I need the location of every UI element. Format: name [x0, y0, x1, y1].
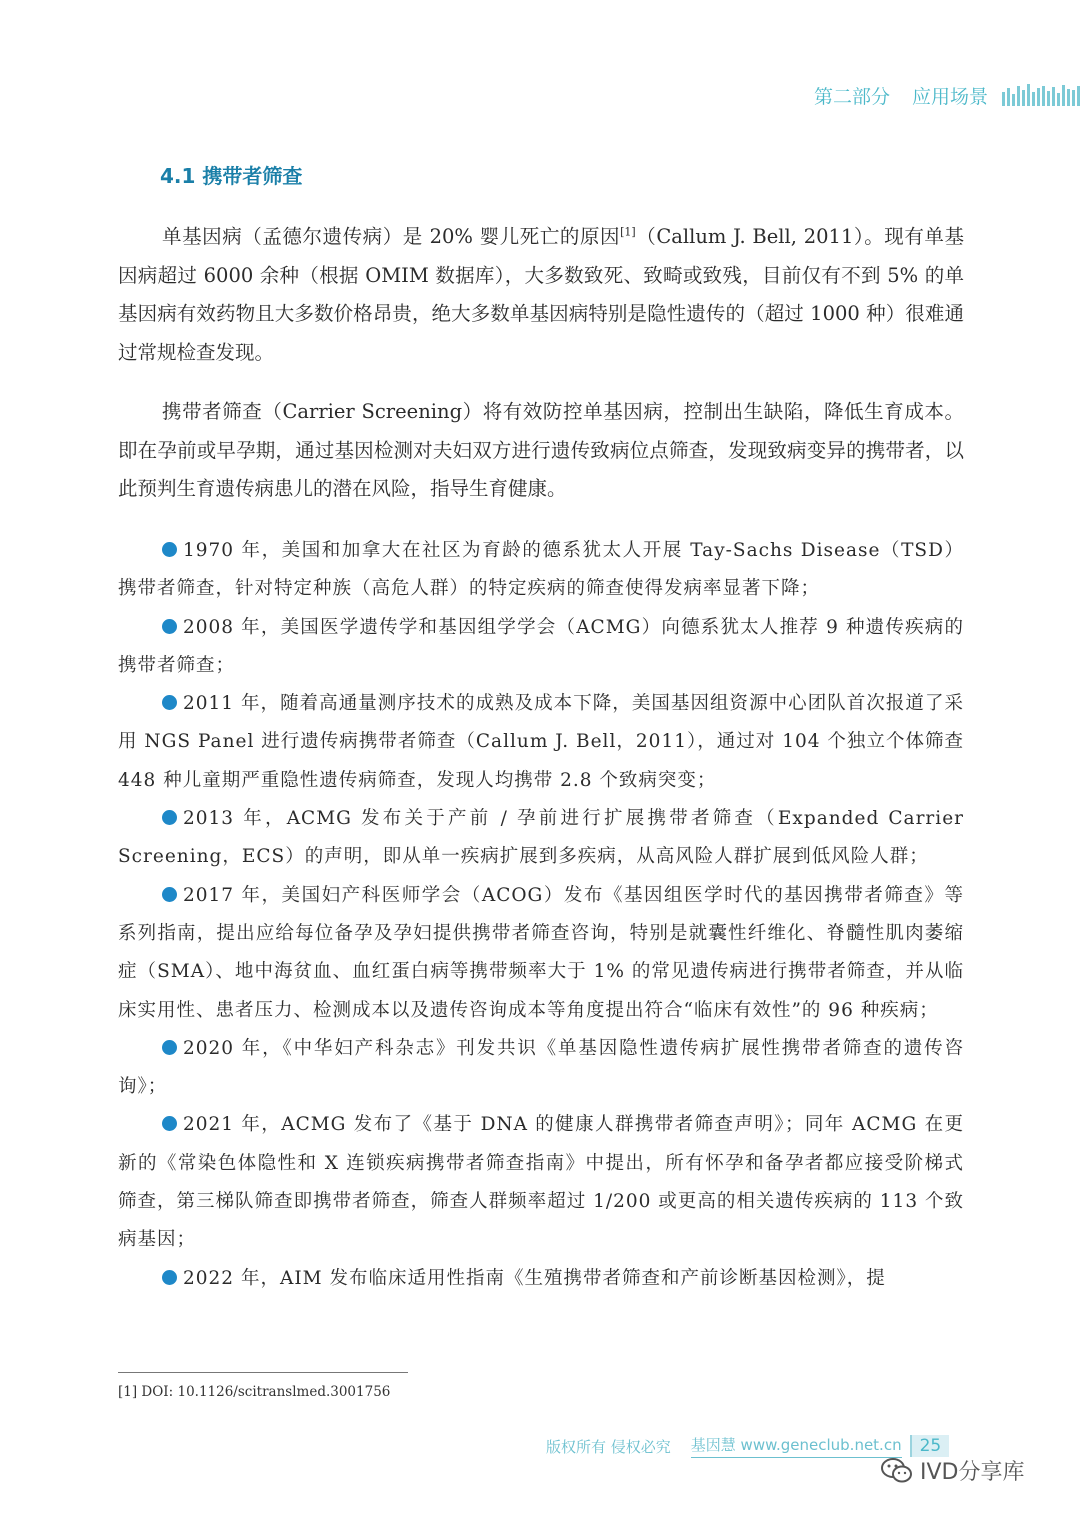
timeline-item: [118, 1030, 964, 1107]
bullet-dot-icon: [162, 1116, 177, 1131]
paragraph-carrier-screening: 携带者筛查（Carrier Screening）将有效防控单基因病，控制出生缺陷，降低生育成本。即在孕前或早孕期，通过基因检测对夫妇双方进行遗传致病位点筛查，发现致病变异的携带者，以此预判生育遗传病患儿的潜在风险，指导生育健康。: [118, 400, 964, 500]
header-bar: [1037, 88, 1040, 106]
timeline-item: [118, 685, 964, 800]
timeline-item: [118, 877, 964, 1030]
timeline-item-text: 2008 年，美国医学遗传学和基因组学学会（ACMG）向德系犹太人推荐 9 种遗传疾病的携带者筛查；: [118, 616, 964, 676]
timeline-item: [118, 532, 964, 609]
header-bar: [1002, 92, 1005, 106]
bullet-dot-icon: [162, 1040, 177, 1055]
bullet-dot-icon: [162, 542, 177, 557]
header-bar: [1067, 89, 1070, 106]
timeline-item-text: 2017 年，美国妇产科医师学会（ACOG）发布《基因组医学时代的基因携带者筛查》等系列指南，提出应给每位备孕及孕妇提供携带者筛查咨询，特别是就囊性纤维化、脊髓性肌肉萎缩症（SMA）、地中海贫血、血红蛋白病等携带频率大于 1% 的常见遗传病进行携带者筛查，并从临床实用性、患者压力、检测成本以及遗传咨询成本等角度提出符合“临床有效性”的 96 种疾病；: [118, 884, 964, 1021]
header-bar: [1042, 86, 1045, 106]
timeline-list: [118, 532, 964, 1298]
paragraph-intro-text-b: （Callum J. Bell, 2011）。现有单基因病超过 6000 余种（根据 OMIM 数据库），大多数致死、致畸或致残，目前仅有不到 5% 的单基因病有效药物且大多数价格昂贵，绝大多数单基因病特别是隐性遗传的（超过 1000 种）很难通过常规检查发现。: [118, 225, 964, 364]
paragraph-intro-text-a: 单基因病（孟德尔遗传病）是 20% 婴儿死亡的原因: [162, 225, 621, 248]
header-bar: [1022, 90, 1025, 106]
header-bar: [1017, 86, 1020, 106]
header-bar: [1052, 87, 1055, 106]
timeline-item: [118, 1260, 964, 1298]
header-bar: [1062, 85, 1065, 106]
header-decoration-bars: [1002, 84, 1080, 106]
chapter-scene-label: 应用场景: [911, 85, 988, 108]
timeline-item: [118, 609, 964, 686]
timeline-item-text: 1970 年，美国和加拿大在社区为育龄的德系犹太人开展 Tay-Sachs Disease（TSD）携带者筛查，针对特定种族（高危人群）的特定疾病的筛查使得发病率显著下降；: [118, 540, 964, 600]
paragraph-intro: [118, 218, 964, 372]
bullet-dot-icon: [162, 810, 177, 825]
wechat-watermark: [880, 1455, 1024, 1486]
footnote: [1] DOI: 10.1126/scitranslmed.3001756: [118, 1384, 391, 1400]
chapter-header: [814, 80, 1080, 110]
bullet-dot-icon: [162, 1270, 177, 1285]
header-bar: [1047, 91, 1050, 106]
header-bar: [1012, 94, 1015, 106]
bullet-dot-icon: [162, 619, 177, 634]
site-link[interactable]: 基因慧 www.geneclub.net.cn: [691, 1434, 902, 1458]
citation-superscript: [1]: [620, 225, 636, 239]
section-title: 4.1 携带者筛查: [160, 164, 303, 188]
chapter-part-label: 第二部分: [813, 85, 890, 108]
timeline-item-text: 2021 年，ACMG 发布了《基于 DNA 的健康人群携带者筛查声明》；同年 ACMG 在更新的《常染色体隐性和 X 连锁疾病携带者筛查指南》中提出，所有怀孕和备孕者都应接受阶梯式筛查，第三梯队筛查即携带者筛查，筛查人群频率超过 1/200 或更高的相关遗传疾病的 113 个致病基因；: [118, 1114, 964, 1251]
timeline-item-text: 2011 年，随着高通量测序技术的成熟及成本下降，美国基因组资源中心团队首次报道了采用 NGS Panel 进行遗传病携带者筛查（Callum J. Bell，2011），通过对 104 个独立个体筛查 448 种儿童期严重隐性遗传病筛查，发现人均携带 2.8 个致病突变；: [118, 693, 964, 791]
copyright-notice: 版权所有 侵权必究: [546, 1437, 671, 1456]
bullet-dot-icon: [162, 887, 177, 902]
header-bar: [1032, 92, 1035, 106]
wechat-icon: [880, 1457, 914, 1485]
timeline-item-text: 2013 年，ACMG 发布关于产前 / 孕前进行扩展携带者筛查（Expanded Carrier Screening，ECS）的声明，即从单一疾病扩展到多疾病，从高风险人群扩展到低风险人群；: [118, 808, 964, 868]
page-number: 25: [910, 1435, 950, 1457]
header-bar: [1007, 88, 1010, 106]
footnote-divider: [118, 1372, 408, 1373]
bullet-dot-icon: [162, 695, 177, 710]
timeline-item: [118, 800, 964, 877]
header-bar: [1057, 93, 1060, 106]
timeline-item-text: 2020 年，《中华妇产科杂志》刊发共识《单基因隐性遗传病扩展性携带者筛查的遗传咨询》；: [118, 1037, 964, 1098]
watermark-label: IVD分享库: [920, 1460, 1025, 1485]
header-bar: [1027, 84, 1030, 106]
header-bar: [1072, 90, 1075, 106]
timeline-item: [118, 1106, 964, 1259]
timeline-item-text: 2022 年，AIM 发布临床适用性指南《生殖携带者筛查和产前诊断基因检测》，提: [183, 1267, 886, 1289]
